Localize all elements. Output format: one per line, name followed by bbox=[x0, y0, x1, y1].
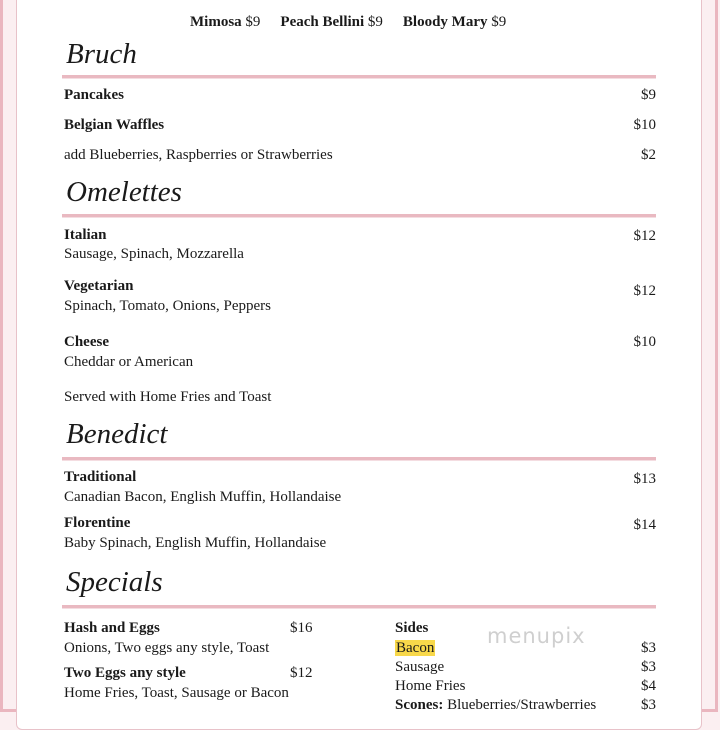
omelette-price: $10 bbox=[633, 334, 656, 350]
specials-heading: Specials bbox=[66, 566, 163, 598]
special-desc: Onions, Two eggs any style, Toast bbox=[64, 640, 270, 656]
scones-text: Blueberries/Strawberries bbox=[447, 697, 597, 713]
brunch-addon-text: add Blueberries, Raspberries or Strawberries bbox=[64, 147, 333, 163]
omelettes-heading: Omelettes bbox=[66, 176, 182, 208]
drinks-line bbox=[190, 14, 506, 31]
omelette-price: $12 bbox=[633, 283, 656, 299]
omelette-price: $12 bbox=[633, 228, 656, 244]
drink-bloody-mary: Bloody Mary $9 bbox=[402, 14, 507, 30]
benedict-desc: Baby Spinach, English Muffin, Hollandaise bbox=[64, 535, 327, 551]
brunch-heading: Bruch bbox=[66, 38, 137, 70]
menupix-watermark: menupix bbox=[487, 624, 586, 648]
side-price: $4 bbox=[641, 678, 656, 694]
omelette-name: Italian bbox=[64, 227, 107, 243]
brunch-rule bbox=[62, 75, 656, 79]
drink-peach-bellini: Peach Bellini $9 bbox=[280, 14, 383, 30]
brunch-item-name: Pancakes bbox=[64, 87, 124, 103]
benedict-rule bbox=[62, 457, 656, 461]
special-name: Hash and Eggs bbox=[64, 620, 160, 636]
side-price: $3 bbox=[641, 659, 656, 675]
special-desc: Home Fries, Toast, Sausage or Bacon bbox=[64, 685, 289, 701]
omelette-desc: Sausage, Spinach, Mozzarella bbox=[64, 246, 244, 262]
special-price: $16 bbox=[290, 620, 313, 636]
benedict-name: Florentine bbox=[64, 515, 131, 531]
specials-rule bbox=[62, 605, 656, 609]
omelettes-rule bbox=[62, 214, 656, 218]
brunch-addon-price: $2 bbox=[641, 147, 656, 163]
side-name: Sausage bbox=[395, 659, 445, 675]
benedict-price: $13 bbox=[633, 471, 656, 487]
side-name: Home Fries bbox=[395, 678, 466, 694]
scones-label: Scones: bbox=[395, 697, 444, 713]
omelettes-note: Served with Home Fries and Toast bbox=[64, 389, 272, 405]
benedict-desc: Canadian Bacon, English Muffin, Hollandaise bbox=[64, 489, 342, 505]
benedict-price: $14 bbox=[633, 517, 656, 533]
brunch-item-name: Belgian Waffles bbox=[64, 117, 165, 133]
sides-title: Sides bbox=[395, 620, 429, 636]
brunch-item-price: $10 bbox=[633, 117, 656, 133]
omelette-name: Vegetarian bbox=[64, 278, 134, 294]
special-name: Two Eggs any style bbox=[64, 665, 186, 681]
side-name bbox=[395, 640, 435, 657]
benedict-name: Traditional bbox=[64, 469, 137, 485]
scones-line bbox=[395, 697, 596, 714]
special-price: $12 bbox=[290, 665, 313, 681]
omelette-desc: Cheddar or American bbox=[64, 354, 194, 370]
benedict-heading: Benedict bbox=[66, 418, 168, 450]
side-price: $3 bbox=[641, 640, 656, 656]
scones-price: $3 bbox=[641, 697, 656, 713]
side-name-highlight: Bacon bbox=[396, 640, 435, 656]
brunch-item-price: $9 bbox=[641, 87, 656, 103]
drink-mimosa: Mimosa $9 bbox=[190, 14, 261, 30]
omelette-desc: Spinach, Tomato, Onions, Peppers bbox=[64, 298, 271, 314]
omelette-name: Cheese bbox=[64, 334, 109, 350]
